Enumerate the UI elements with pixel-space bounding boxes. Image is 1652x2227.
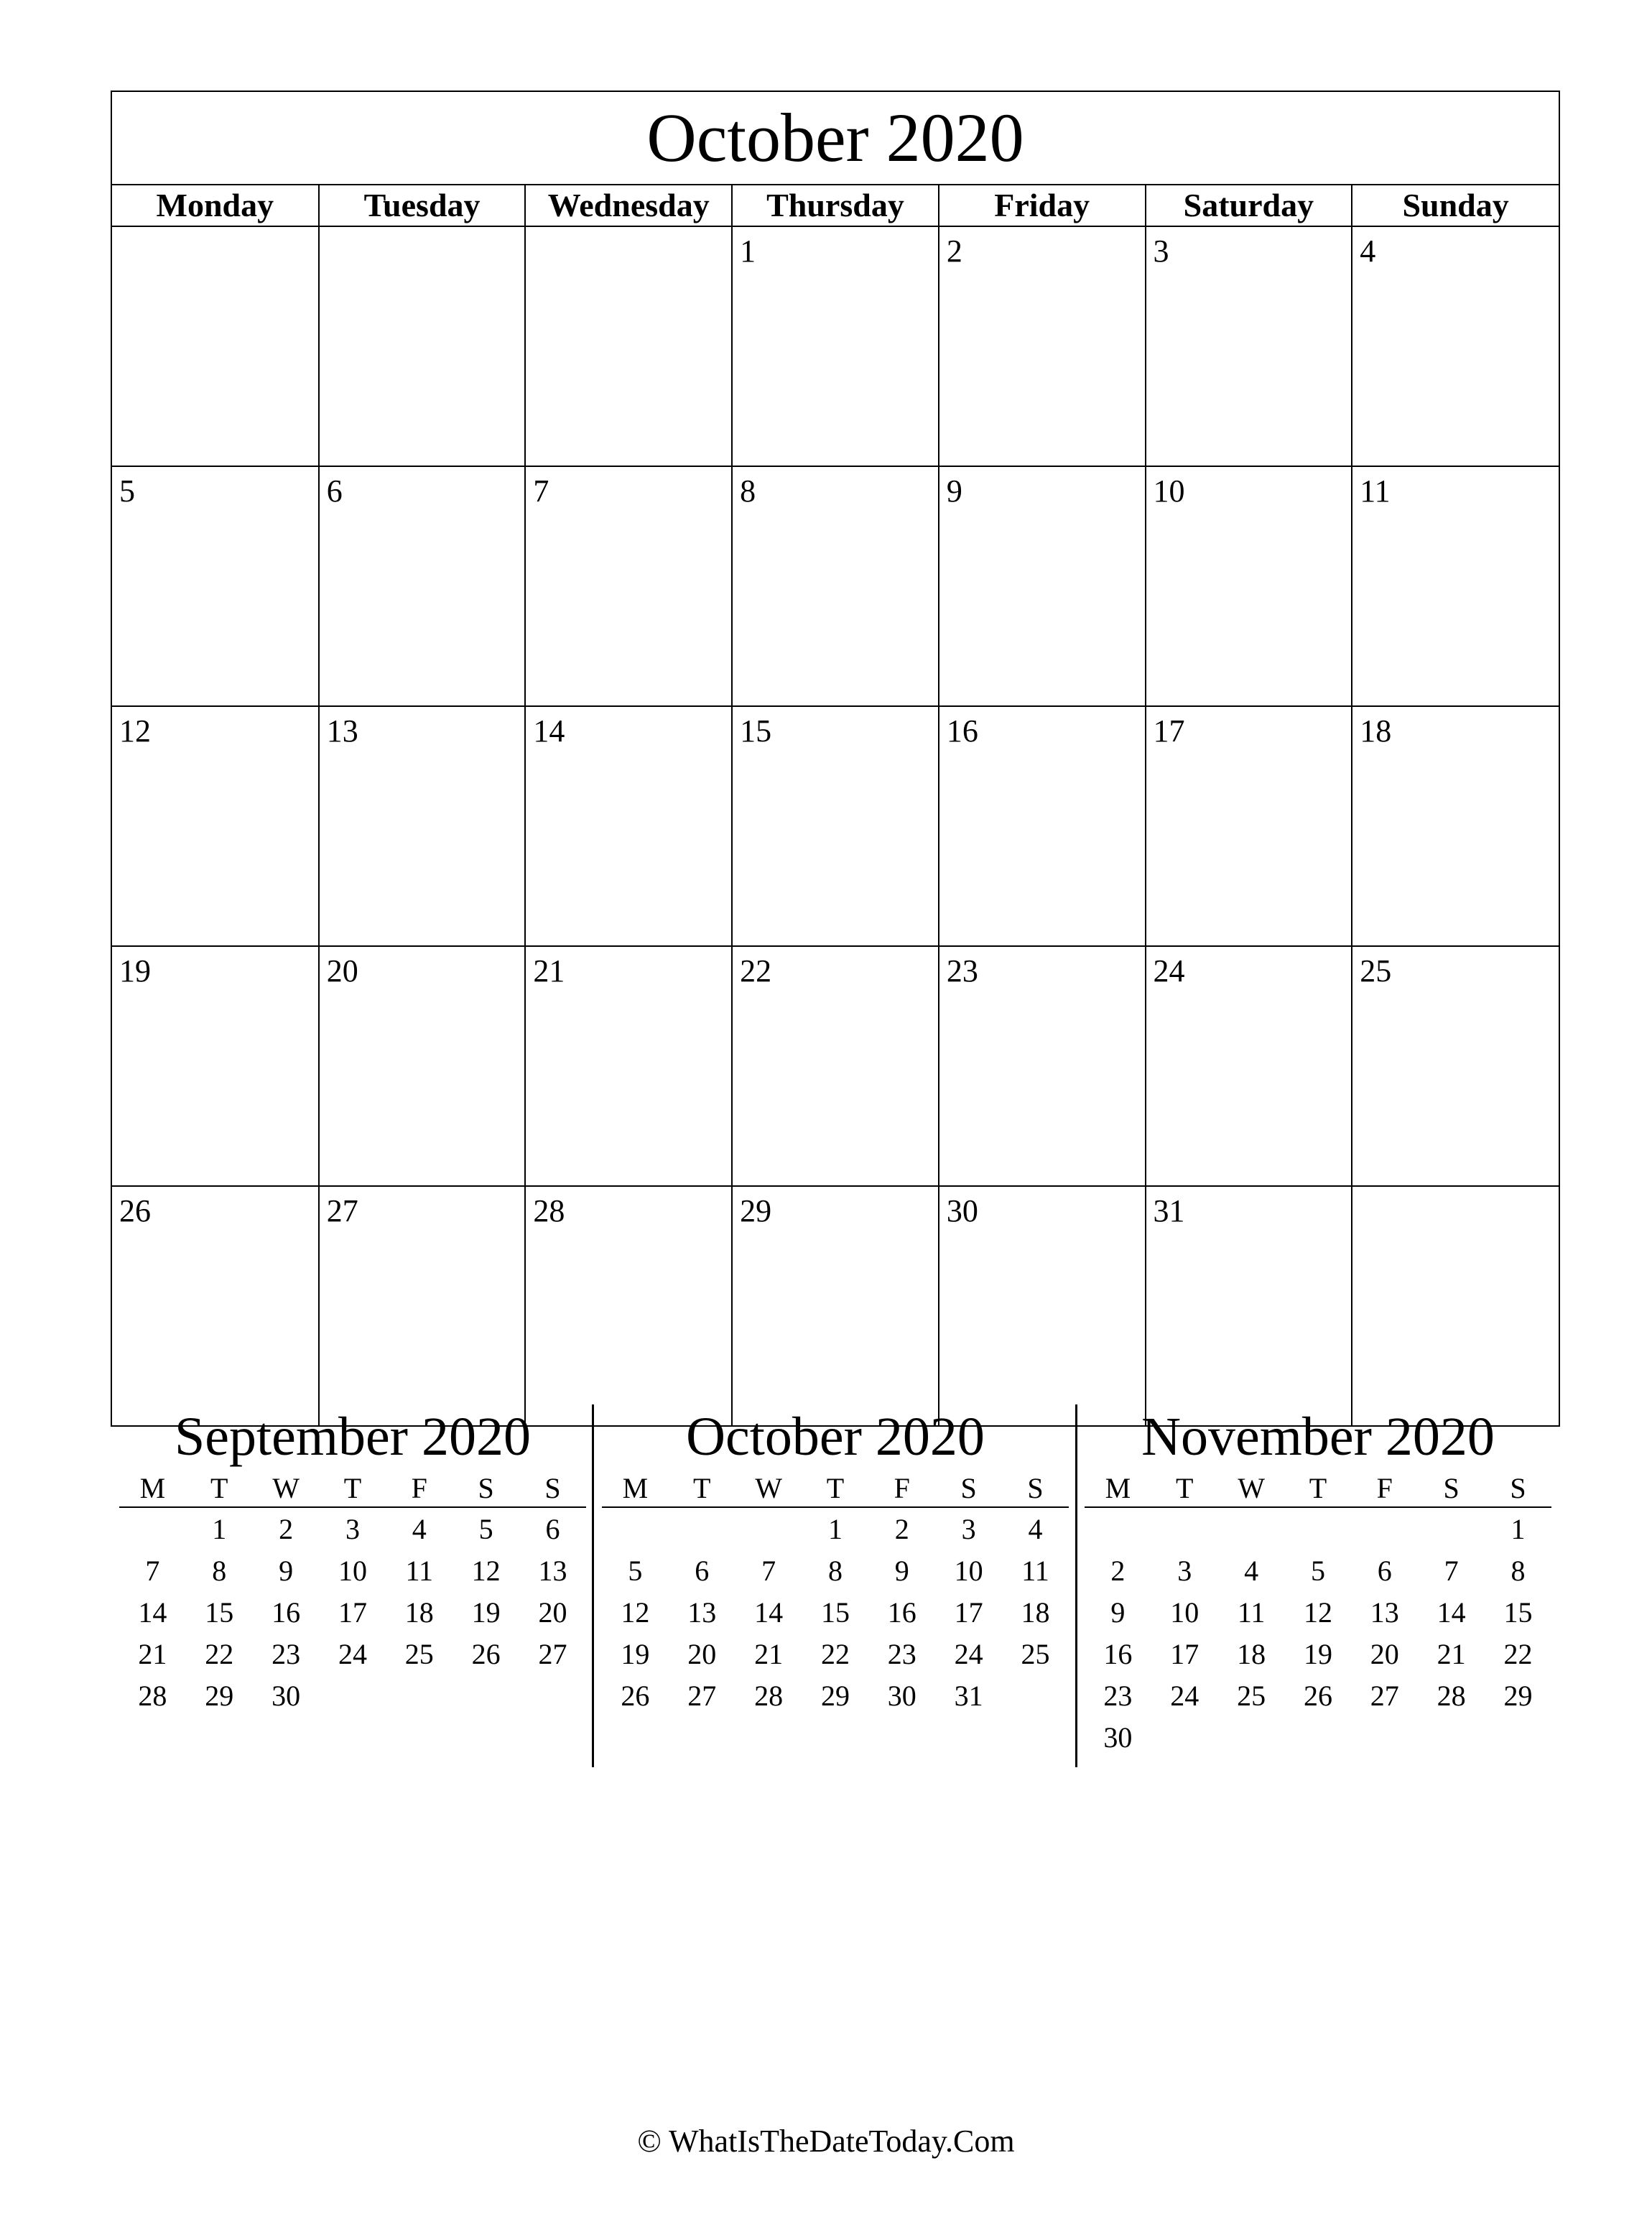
mini-day-cell bbox=[1351, 1716, 1418, 1758]
day-cell: 25 bbox=[1352, 946, 1559, 1186]
mini-day-cell: 15 bbox=[205, 1596, 234, 1629]
mini-day-cell: 29 bbox=[1503, 1679, 1533, 1712]
day-cell: 9 bbox=[939, 466, 1146, 706]
mini-day-cell: 22 bbox=[820, 1637, 850, 1670]
mini-day-cell: 30 bbox=[272, 1679, 301, 1712]
day-cell: 19 bbox=[112, 946, 319, 1186]
mini-day-cell: 15 bbox=[820, 1596, 850, 1629]
mini-day-cell bbox=[602, 1507, 669, 1550]
day-cell bbox=[319, 226, 526, 466]
mini-day-cell: 26 bbox=[471, 1637, 501, 1670]
mini-week-row bbox=[1085, 1716, 1551, 1758]
mini-day-cell bbox=[669, 1507, 735, 1550]
mini-week-row bbox=[1085, 1507, 1551, 1550]
mini-weekday: W bbox=[1218, 1469, 1285, 1507]
mini-day-cell: 29 bbox=[205, 1679, 234, 1712]
day-cell: 13 bbox=[319, 706, 526, 946]
mini-day-cell: 15 bbox=[1503, 1596, 1533, 1629]
mini-day-cell: 16 bbox=[272, 1596, 301, 1629]
weekday-header: Wednesday bbox=[525, 185, 732, 226]
mini-day-cell: 3 bbox=[345, 1512, 360, 1545]
mini-week-row bbox=[119, 1591, 586, 1633]
day-cell: 3 bbox=[1146, 226, 1352, 466]
mini-day-cell: 22 bbox=[205, 1637, 234, 1670]
mini-day-cell: 14 bbox=[1437, 1596, 1466, 1629]
mini-day-cell: 5 bbox=[1310, 1554, 1325, 1587]
mini-day-cell: 13 bbox=[1370, 1596, 1399, 1629]
mini-weekday: T bbox=[320, 1469, 386, 1507]
mini-week-row bbox=[602, 1507, 1069, 1550]
mini-week-row bbox=[1085, 1591, 1551, 1633]
mini-day-cell: 6 bbox=[1377, 1554, 1392, 1587]
mini-day-cell: 26 bbox=[621, 1679, 650, 1712]
mini-day-cell: 27 bbox=[687, 1679, 717, 1712]
mini-day-cell: 17 bbox=[1170, 1637, 1199, 1670]
mini-weekday: F bbox=[1351, 1469, 1418, 1507]
mini-day-cell: 13 bbox=[687, 1596, 717, 1629]
mini-day-cell bbox=[320, 1675, 386, 1716]
mini-day-cell: 25 bbox=[404, 1637, 434, 1670]
mini-week-row bbox=[602, 1591, 1069, 1633]
mini-day-cell: 1 bbox=[827, 1512, 843, 1545]
mini-day-cell: 24 bbox=[338, 1637, 367, 1670]
mini-day-cell: 9 bbox=[279, 1554, 294, 1587]
mini-week-row bbox=[119, 1550, 586, 1591]
day-cell: 28 bbox=[525, 1186, 732, 1425]
mini-day-cell: 7 bbox=[761, 1554, 776, 1587]
divider bbox=[1075, 1404, 1077, 1767]
day-cell: 7 bbox=[525, 466, 732, 706]
mini-day-cell: 23 bbox=[272, 1637, 301, 1670]
mini-day-cell bbox=[1151, 1507, 1218, 1550]
day-cell: 4 bbox=[1352, 226, 1559, 466]
day-cell: 6 bbox=[319, 466, 526, 706]
mini-day-cell: 16 bbox=[1103, 1637, 1133, 1670]
mini-day-cell: 28 bbox=[1437, 1679, 1466, 1712]
mini-day-cell: 20 bbox=[687, 1637, 717, 1670]
mini-weekday: S bbox=[935, 1469, 1002, 1507]
mini-day-cell: 22 bbox=[1503, 1637, 1533, 1670]
mini-weekday: S bbox=[519, 1469, 586, 1507]
day-cell: 14 bbox=[525, 706, 732, 946]
mini-day-cell bbox=[519, 1675, 586, 1716]
mini-week-row bbox=[1085, 1675, 1551, 1716]
day-cell: 29 bbox=[732, 1186, 939, 1425]
mini-day-cell: 29 bbox=[820, 1679, 850, 1712]
mini-day-cell: 30 bbox=[1103, 1721, 1133, 1754]
day-cell: 17 bbox=[1146, 706, 1352, 946]
day-cell: 21 bbox=[525, 946, 732, 1186]
weekday-header-row bbox=[112, 185, 1559, 226]
mini-day-cell: 2 bbox=[1110, 1554, 1126, 1587]
mini-day-cell: 25 bbox=[1237, 1679, 1266, 1712]
mini-day-cell: 31 bbox=[954, 1679, 983, 1712]
weekday-header: Friday bbox=[939, 185, 1146, 226]
mini-day-cell: 5 bbox=[628, 1554, 643, 1587]
mini-weekday: W bbox=[735, 1469, 802, 1507]
mini-day-cell: 6 bbox=[695, 1554, 710, 1587]
weekday-header: Tuesday bbox=[319, 185, 526, 226]
mini-weekday: T bbox=[669, 1469, 735, 1507]
day-cell: 22 bbox=[732, 946, 939, 1186]
mini-day-cell: 13 bbox=[538, 1554, 567, 1587]
mini-day-cell bbox=[1285, 1716, 1352, 1758]
mini-day-cell: 16 bbox=[887, 1596, 917, 1629]
mini-day-cell bbox=[1218, 1507, 1285, 1550]
day-cell bbox=[112, 226, 319, 466]
mini-day-cell: 21 bbox=[1437, 1637, 1466, 1670]
mini-week-row bbox=[119, 1633, 586, 1675]
mini-weekday: W bbox=[253, 1469, 320, 1507]
mini-day-cell: 14 bbox=[754, 1596, 784, 1629]
day-cell: 24 bbox=[1146, 946, 1352, 1186]
day-cell: 18 bbox=[1352, 706, 1559, 946]
day-cell: 23 bbox=[939, 946, 1146, 1186]
day-cell: 15 bbox=[732, 706, 939, 946]
mini-day-cell: 18 bbox=[1237, 1637, 1266, 1670]
mini-day-cell: 21 bbox=[754, 1637, 784, 1670]
mini-week-row bbox=[602, 1633, 1069, 1675]
mini-calendar-title: October 2020 bbox=[686, 1407, 985, 1467]
main-calendar-grid bbox=[112, 185, 1559, 1425]
mini-day-cell: 1 bbox=[212, 1512, 227, 1545]
weekday-header: Sunday bbox=[1352, 185, 1559, 226]
mini-day-cell: 12 bbox=[471, 1554, 501, 1587]
mini-calendar-title: November 2020 bbox=[1141, 1407, 1495, 1467]
mini-day-cell: 11 bbox=[405, 1554, 434, 1587]
mini-day-cell: 17 bbox=[954, 1596, 983, 1629]
day-cell: 30 bbox=[939, 1186, 1146, 1425]
mini-day-cell: 28 bbox=[754, 1679, 784, 1712]
day-cell: 11 bbox=[1352, 466, 1559, 706]
mini-day-cell: 19 bbox=[1303, 1637, 1332, 1670]
weekday-header: Thursday bbox=[732, 185, 939, 226]
day-cell: 5 bbox=[112, 466, 319, 706]
mini-weekday: T bbox=[1151, 1469, 1218, 1507]
mini-day-cell: 3 bbox=[1177, 1554, 1192, 1587]
mini-calendar-grid bbox=[602, 1469, 1069, 1716]
mini-weekday: M bbox=[119, 1469, 186, 1507]
mini-weekday: M bbox=[602, 1469, 669, 1507]
mini-week-row bbox=[119, 1507, 586, 1550]
mini-day-cell: 23 bbox=[887, 1637, 917, 1670]
mini-day-cell: 14 bbox=[138, 1596, 167, 1629]
mini-day-cell bbox=[1085, 1507, 1151, 1550]
day-cell: 27 bbox=[319, 1186, 526, 1425]
footer-copyright[interactable]: © WhatIsTheDateToday.Com bbox=[637, 2124, 1015, 2159]
day-cell: 16 bbox=[939, 706, 1146, 946]
main-calendar-title: October 2020 bbox=[112, 92, 1559, 185]
mini-day-cell: 3 bbox=[961, 1512, 976, 1545]
day-cell: 8 bbox=[732, 466, 939, 706]
day-cell bbox=[1352, 1186, 1559, 1425]
mini-day-cell: 6 bbox=[545, 1512, 560, 1545]
mini-day-cell: 26 bbox=[1303, 1679, 1332, 1712]
mini-day-cell: 10 bbox=[338, 1554, 367, 1587]
mini-day-cell bbox=[1418, 1716, 1485, 1758]
mini-day-cell: 19 bbox=[471, 1596, 501, 1629]
mini-week-row bbox=[119, 1675, 586, 1716]
mini-day-cell: 5 bbox=[478, 1512, 493, 1545]
mini-day-cell: 18 bbox=[1021, 1596, 1050, 1629]
mini-day-cell: 10 bbox=[1170, 1596, 1199, 1629]
mini-weekday: S bbox=[1002, 1469, 1069, 1507]
mini-day-cell bbox=[735, 1507, 802, 1550]
mini-day-cell: 30 bbox=[887, 1679, 917, 1712]
week-row bbox=[112, 706, 1559, 946]
mini-weekday: S bbox=[453, 1469, 519, 1507]
mini-day-cell bbox=[453, 1675, 519, 1716]
day-cell: 26 bbox=[112, 1186, 319, 1425]
mini-day-cell: 27 bbox=[538, 1637, 567, 1670]
mini-day-cell: 2 bbox=[279, 1512, 294, 1545]
mini-weekday-row bbox=[119, 1469, 586, 1507]
mini-week-row bbox=[602, 1550, 1069, 1591]
mini-day-cell bbox=[1351, 1507, 1418, 1550]
week-row bbox=[112, 946, 1559, 1186]
mini-weekday: T bbox=[1285, 1469, 1352, 1507]
mini-day-cell: 1 bbox=[1511, 1512, 1526, 1545]
mini-day-cell: 9 bbox=[894, 1554, 909, 1587]
mini-weekday-row bbox=[602, 1469, 1069, 1507]
day-cell: 10 bbox=[1146, 466, 1352, 706]
mini-day-cell: 27 bbox=[1370, 1679, 1399, 1712]
day-cell: 1 bbox=[732, 226, 939, 466]
mini-calendar-grid bbox=[119, 1469, 586, 1716]
mini-weekday: F bbox=[386, 1469, 453, 1507]
mini-day-cell bbox=[119, 1507, 186, 1550]
mini-day-cell: 8 bbox=[212, 1554, 227, 1587]
mini-day-cell: 11 bbox=[1237, 1596, 1266, 1629]
mini-day-cell: 4 bbox=[1028, 1512, 1043, 1545]
mini-day-cell: 2 bbox=[894, 1512, 909, 1545]
mini-weekday: T bbox=[802, 1469, 869, 1507]
day-cell: 20 bbox=[319, 946, 526, 1186]
week-row bbox=[112, 466, 1559, 706]
mini-calendar-november bbox=[1085, 1404, 1551, 1758]
mini-day-cell bbox=[1218, 1716, 1285, 1758]
main-calendar bbox=[111, 91, 1560, 1427]
mini-day-cell bbox=[1151, 1716, 1218, 1758]
mini-day-cell: 19 bbox=[621, 1637, 650, 1670]
mini-day-cell: 12 bbox=[621, 1596, 650, 1629]
mini-day-cell: 24 bbox=[1170, 1679, 1199, 1712]
mini-day-cell: 21 bbox=[138, 1637, 167, 1670]
mini-day-cell: 18 bbox=[404, 1596, 434, 1629]
week-row bbox=[112, 226, 1559, 466]
mini-day-cell: 11 bbox=[1021, 1554, 1049, 1587]
mini-day-cell: 8 bbox=[827, 1554, 843, 1587]
mini-day-cell: 8 bbox=[1511, 1554, 1526, 1587]
mini-calendars bbox=[111, 1404, 1560, 1771]
week-row bbox=[112, 1186, 1559, 1425]
weekday-header: Monday bbox=[112, 185, 319, 226]
mini-weekday-row bbox=[1085, 1469, 1551, 1507]
mini-day-cell: 20 bbox=[1370, 1637, 1399, 1670]
mini-day-cell: 4 bbox=[412, 1512, 427, 1545]
mini-calendar-grid bbox=[1085, 1469, 1551, 1758]
mini-day-cell: 7 bbox=[145, 1554, 160, 1587]
mini-day-cell bbox=[386, 1675, 453, 1716]
mini-day-cell: 23 bbox=[1103, 1679, 1133, 1712]
mini-week-row bbox=[1085, 1550, 1551, 1591]
mini-day-cell: 10 bbox=[954, 1554, 983, 1587]
mini-day-cell bbox=[1418, 1507, 1485, 1550]
mini-day-cell: 20 bbox=[538, 1596, 567, 1629]
mini-weekday: T bbox=[186, 1469, 253, 1507]
mini-day-cell: 25 bbox=[1021, 1637, 1050, 1670]
mini-day-cell: 12 bbox=[1303, 1596, 1332, 1629]
day-cell bbox=[525, 226, 732, 466]
mini-day-cell: 28 bbox=[138, 1679, 167, 1712]
day-cell: 2 bbox=[939, 226, 1146, 466]
divider bbox=[592, 1404, 594, 1767]
mini-week-row bbox=[602, 1675, 1069, 1716]
mini-weekday: S bbox=[1418, 1469, 1485, 1507]
mini-day-cell bbox=[1485, 1716, 1551, 1758]
mini-day-cell bbox=[1285, 1507, 1352, 1550]
day-cell: 12 bbox=[112, 706, 319, 946]
mini-week-row bbox=[1085, 1633, 1551, 1675]
mini-day-cell: 24 bbox=[954, 1637, 983, 1670]
mini-weekday: F bbox=[868, 1469, 935, 1507]
day-cell: 31 bbox=[1146, 1186, 1352, 1425]
weekday-header: Saturday bbox=[1146, 185, 1352, 226]
mini-day-cell: 4 bbox=[1244, 1554, 1259, 1587]
mini-day-cell: 9 bbox=[1110, 1596, 1126, 1629]
mini-calendar-title: September 2020 bbox=[174, 1407, 531, 1467]
mini-weekday: M bbox=[1085, 1469, 1151, 1507]
mini-calendar-october bbox=[602, 1404, 1069, 1716]
mini-calendar-september bbox=[119, 1404, 586, 1716]
mini-day-cell: 7 bbox=[1444, 1554, 1459, 1587]
mini-day-cell: 17 bbox=[338, 1596, 367, 1629]
mini-day-cell bbox=[1002, 1675, 1069, 1716]
mini-weekday: S bbox=[1485, 1469, 1551, 1507]
